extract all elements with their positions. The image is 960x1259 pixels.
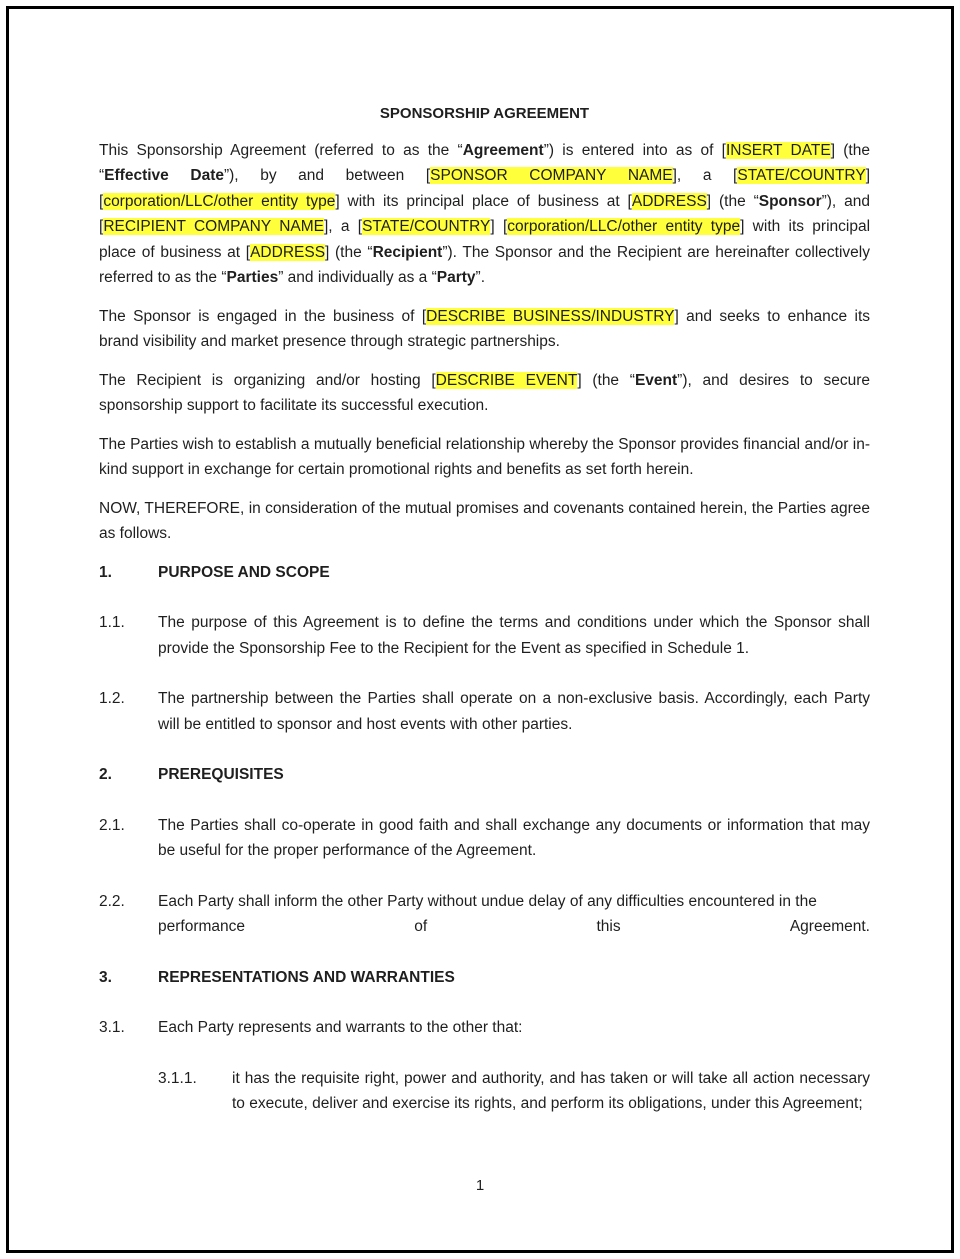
text: ”), and desires to secure sponsorship support to facilitate its successful execution. bbox=[99, 371, 870, 414]
text: This Sponsorship Agreement (referred to as the “ bbox=[99, 141, 463, 159]
text: ] (the “ bbox=[577, 371, 635, 389]
text: ”), by and between [ bbox=[223, 167, 431, 184]
placeholder-describe-event: DESCRIBE EVENT bbox=[435, 371, 578, 389]
clause-number: 1.1. bbox=[99, 614, 125, 631]
clause-3-1 bbox=[99, 1015, 870, 1041]
clause-number: 3.1. bbox=[99, 1019, 125, 1036]
clause-number: 2.1. bbox=[99, 816, 125, 834]
clause-line-spread bbox=[158, 914, 870, 940]
defined-term-effective-date: Effective Date bbox=[104, 167, 224, 184]
text: ] with its principal place of business at [ bbox=[99, 218, 871, 261]
text: The Sponsor is engaged in the business of [ bbox=[99, 307, 427, 325]
section-number: 2. bbox=[99, 766, 112, 783]
placeholder-insert-date: INSERT DATE bbox=[725, 141, 831, 159]
defined-term-event: Event bbox=[634, 371, 678, 389]
intro-paragraph bbox=[99, 138, 870, 291]
placeholder-describe-business: DESCRIBE BUSINESS/INDUSTRY bbox=[426, 307, 675, 325]
clause-number: 1.2. bbox=[99, 690, 125, 707]
text: ”). The Sponsor and the Recipient are hereinafter collectively referred to as the “ bbox=[99, 243, 870, 286]
defined-term-party: Party bbox=[436, 269, 476, 286]
section-number: 3. bbox=[99, 968, 112, 986]
placeholder-address: ADDRESS bbox=[631, 192, 707, 210]
text: ] with its principal place of business at [ bbox=[335, 192, 632, 210]
section-heading-3 bbox=[99, 965, 870, 991]
text: ] (the “ bbox=[325, 243, 373, 261]
text: ] (the “ bbox=[706, 192, 759, 210]
placeholder-recipient-company-name: RECIPIENT COMPANY NAME bbox=[103, 218, 324, 235]
clause-number: 3.1.1. bbox=[158, 1069, 197, 1087]
placeholder-address: ADDRESS bbox=[250, 243, 326, 261]
recital-event bbox=[99, 368, 870, 419]
text: ” and individually as a “ bbox=[278, 269, 437, 286]
recital-now-therefore: NOW, THEREFORE, in consideration of the mutual promises and covenants contained herein, the Parties agree as follows. bbox=[99, 499, 870, 542]
clause-text: The Parties shall co-operate in good faith and shall exchange any documents or information that may be useful for the proper performance of the Agreement. bbox=[158, 816, 870, 859]
text: ”) is entered into as of [ bbox=[543, 141, 726, 159]
placeholder-sponsor-company-name: SPONSOR COMPANY NAME bbox=[430, 167, 673, 184]
clause-text: Each Party represents and warrants to the other that: bbox=[158, 1019, 523, 1036]
clause-text: The partnership between the Parties shall operate on a non-exclusive basis. Accordingly, each Party will be entitled to sponsor and host events with other parties. bbox=[158, 690, 870, 733]
defined-term-sponsor: Sponsor bbox=[758, 192, 822, 210]
clause-text bbox=[158, 889, 870, 940]
text: ] [ bbox=[99, 167, 871, 210]
text: ] (the “ bbox=[99, 141, 870, 184]
placeholder-entity-type: corporation/LLC/other entity type bbox=[103, 192, 336, 210]
document-body bbox=[99, 101, 870, 1142]
word: Agreement. bbox=[789, 918, 870, 935]
section-number: 1. bbox=[99, 563, 112, 581]
section-heading-1 bbox=[99, 560, 870, 586]
text: ], a [ bbox=[323, 218, 363, 235]
placeholder-entity-type: corporation/LLC/other entity type bbox=[507, 218, 741, 235]
clause-2-2 bbox=[99, 889, 870, 940]
section-heading-2 bbox=[99, 762, 870, 788]
word: performance bbox=[158, 918, 246, 935]
recital-relationship: The Parties wish to establish a mutually beneficial relationship whereby the Sponsor provides financial and/or in-kind support in exchange for certain promotional rights and benefits as set forth herein. bbox=[99, 435, 870, 478]
text: ], a [ bbox=[672, 167, 738, 184]
placeholder-state-country: STATE/COUNTRY bbox=[737, 167, 866, 184]
document-title: SPONSORSHIP AGREEMENT bbox=[379, 105, 590, 122]
section-title: REPRESENTATIONS AND WARRANTIES bbox=[158, 968, 455, 986]
text: The Recipient is organizing and/or hosting [ bbox=[99, 371, 436, 389]
text: ”. bbox=[475, 269, 485, 286]
clause-text: it has the requisite right, power and authority, and has taken or will take all action necessary to execute, deliver and exercise its rights, and perform its obligations, under this Agreement; bbox=[232, 1069, 870, 1112]
section-title: PREREQUISITES bbox=[158, 766, 284, 783]
section-title: PURPOSE AND SCOPE bbox=[158, 563, 330, 581]
clause-line: Each Party shall inform the other Party without undue delay of any difficulties encountered in the bbox=[158, 892, 817, 910]
text: ”), and [ bbox=[99, 192, 870, 235]
clause-number: 2.2. bbox=[99, 892, 125, 910]
placeholder-state-country: STATE/COUNTRY bbox=[362, 218, 491, 235]
page-number: 1 bbox=[475, 1177, 485, 1194]
text: ] [ bbox=[490, 218, 508, 235]
word: of bbox=[414, 918, 428, 935]
defined-term-recipient: Recipient bbox=[372, 243, 443, 261]
recital-business bbox=[99, 304, 870, 355]
clause-text: The purpose of this Agreement is to define the terms and conditions under which the Sponsor shall provide the Sponsorship Fee to the Recipient for the Event as specified in Schedule 1. bbox=[158, 614, 870, 657]
clause-3-1-1 bbox=[158, 1066, 870, 1117]
defined-term-agreement: Agreement bbox=[462, 141, 544, 159]
text: ] and seeks to enhance its brand visibility and market presence through strategic partnerships. bbox=[99, 307, 870, 350]
clause-2-1 bbox=[99, 813, 870, 864]
word: this bbox=[596, 918, 621, 935]
defined-term-parties: Parties bbox=[226, 269, 279, 286]
clause-1-2 bbox=[99, 686, 870, 737]
page bbox=[6, 6, 954, 1253]
clause-1-1 bbox=[99, 610, 870, 661]
